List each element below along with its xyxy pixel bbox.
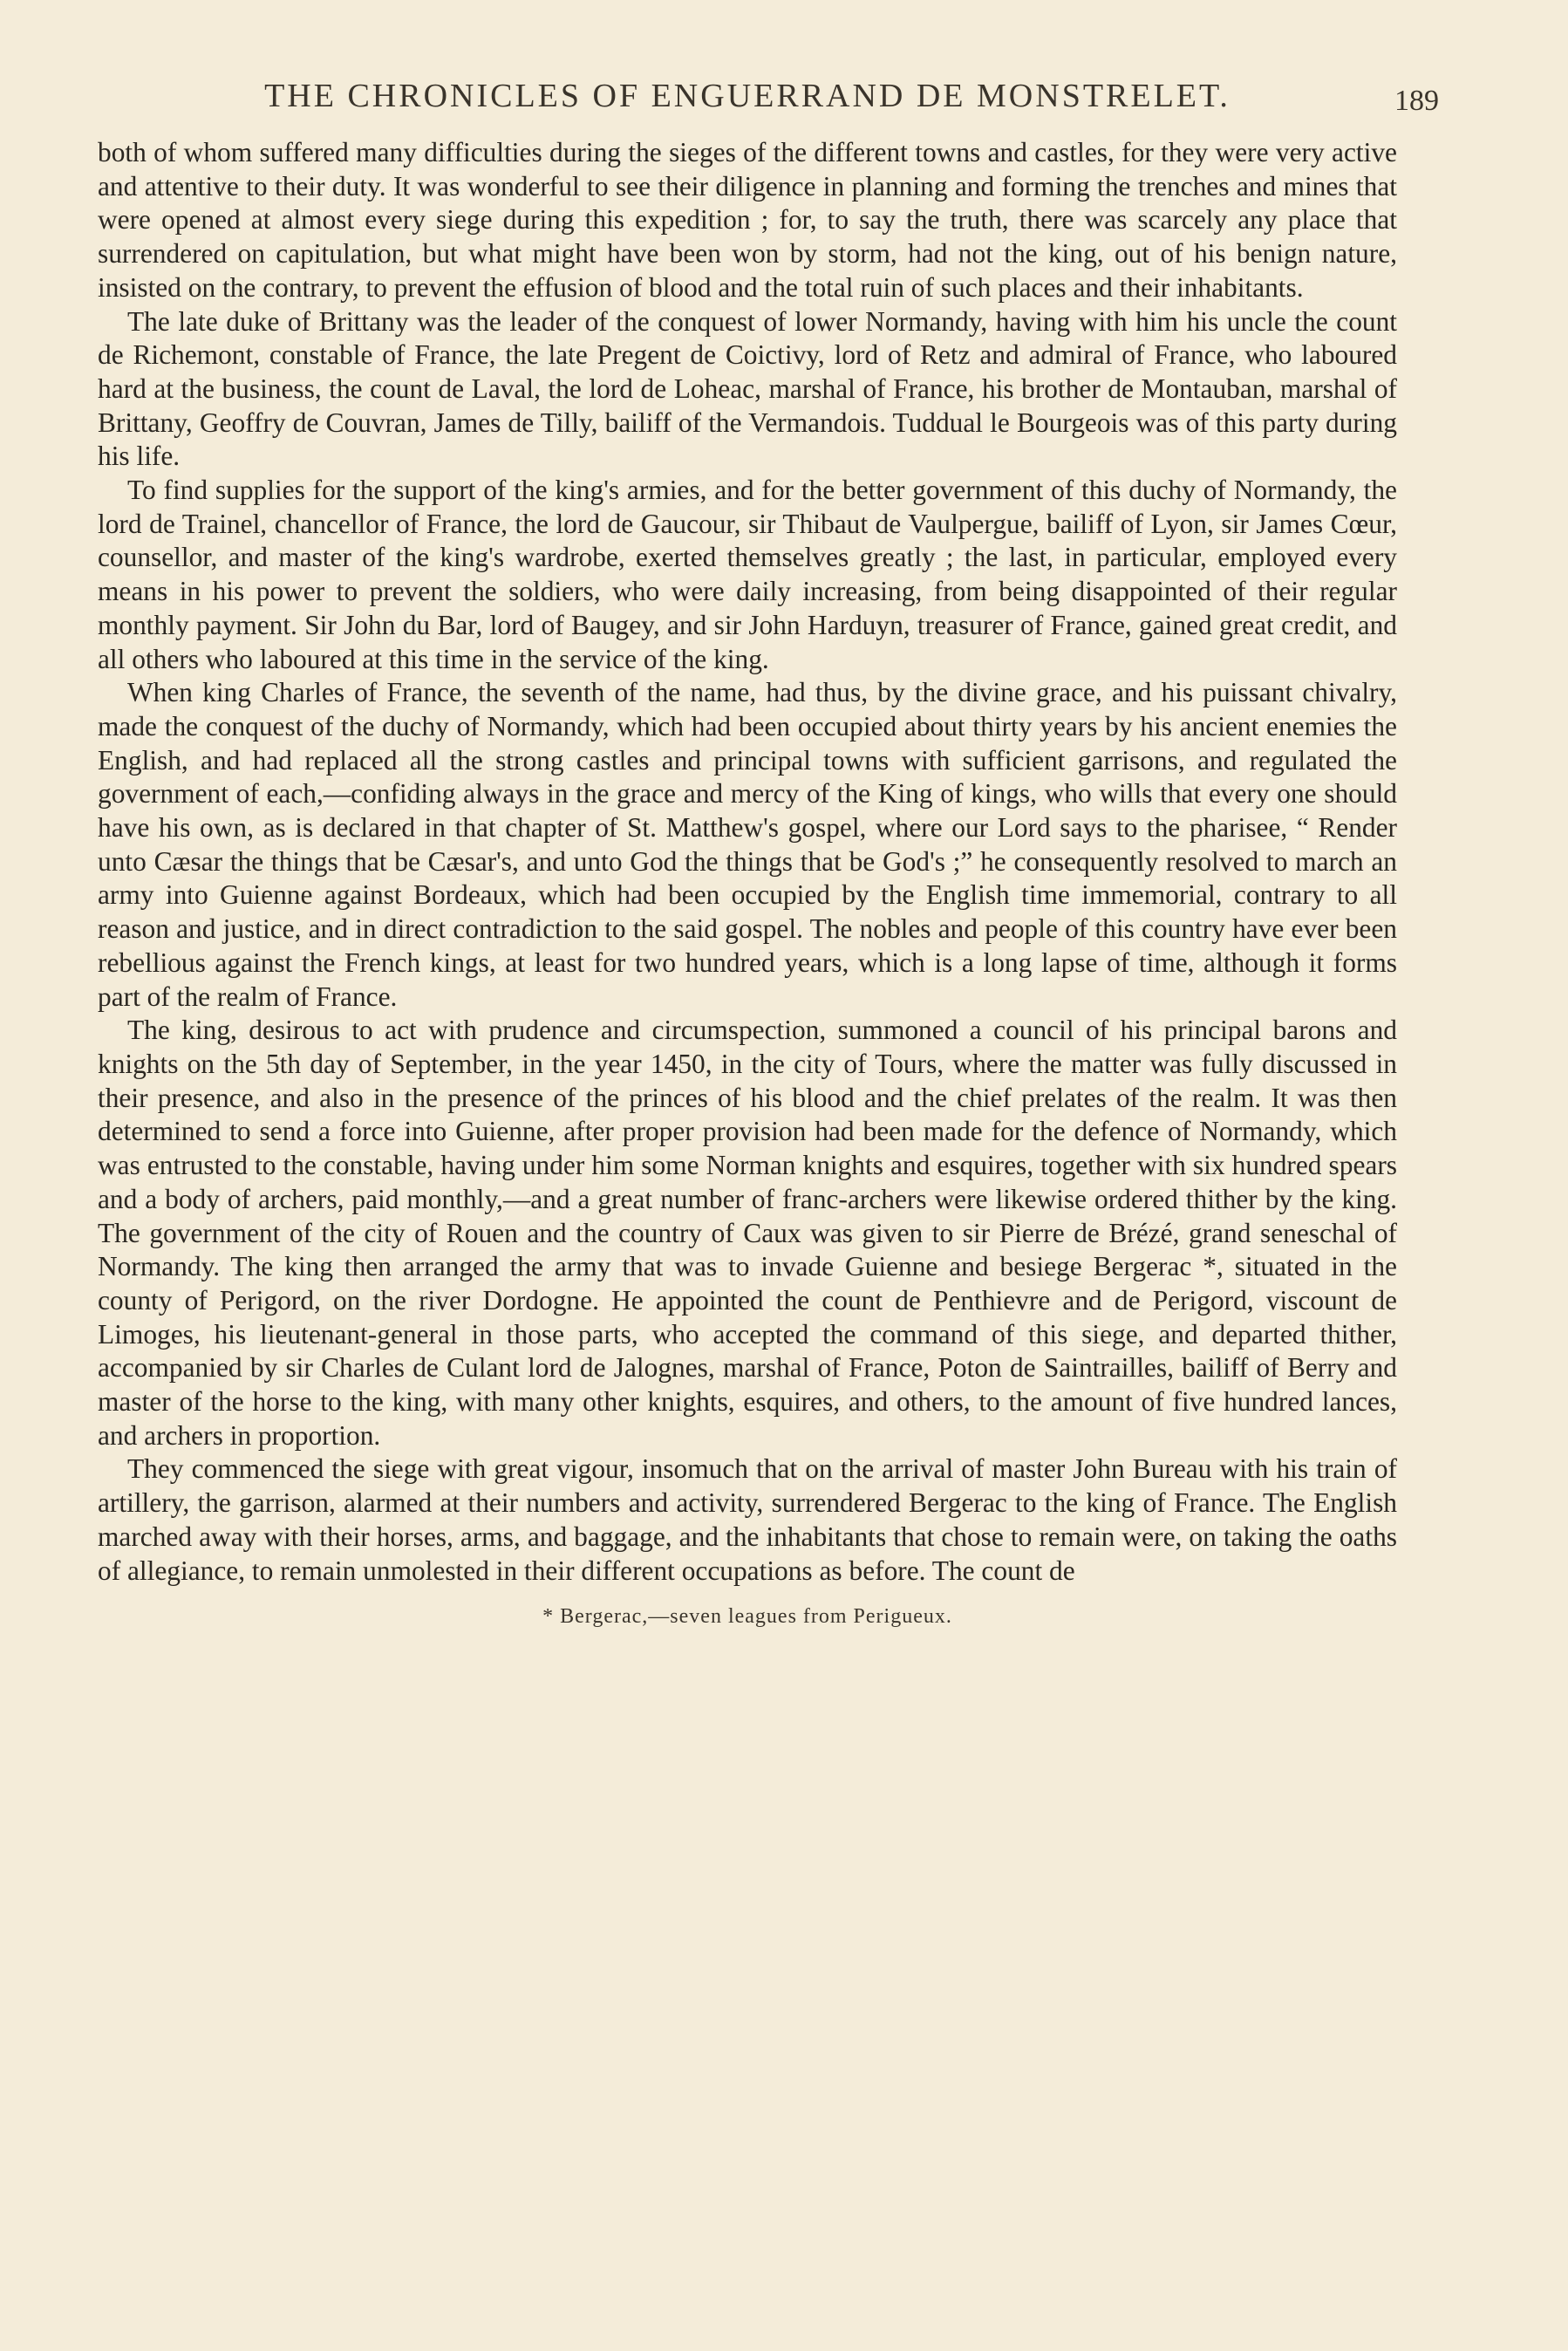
footnote: * Bergerac,—seven leagues from Perigueux. (542, 1605, 952, 1629)
page-body (98, 136, 1397, 1588)
paragraph-6: They commenced the siege with great vigour, insomuch that on the arrival of master John Bureau with his train of artillery, the garrison, alarmed at their numbers and activity, surrendered Bergerac to the king of France. The English marched away with their horses, arms, and baggage, and the inhabitants that chose to remain were, on taking the oaths of allegiance, to remain unmolested in their different occupations as before. The count de (98, 1453, 1397, 1586)
paragraph-4: When king Charles of France, the seventh of the name, had thus, by the divine grace, and his puissant chivalry, made the conquest of the duchy of Normandy, which had been occupied about thirty years by his ancient enemies the English, and had replaced all the strong castles and principal towns with sufficient garrisons, and regulated the government of each,—confiding always in the grace and mercy of the King of kings, who wills that every one should have his own, as is declared in that chapter of St. Matthew's gospel, where our Lord says to the pharisee, “ Render unto Cæsar the things that be Cæsar's, and unto God the things that be God's ;” he consequently resolved to march an army into Guienne against Bordeaux, which had been occupied by the English time immemorial, contrary to all reason and justice, and in direct contradiction to the said gospel. The nobles and people of this country have ever been rebellious against the French kings, at least for two hundred years, which is a long lapse of time, although it forms part of the realm of France. (98, 677, 1397, 1012)
paragraph-2: The late duke of Brittany was the leader of the conquest of lower Normandy, having with him his uncle the count de Richemont, constable of France, the late Pregent de Coictivy, lord of Retz and admiral of France, who laboured hard at the business, the count de Laval, the lord de Loheac, marshal of France, his brother de Montauban, marshal of Brittany, Geoffry de Couvran, James de Tilly, bailiff of the Vermandois. Tuddual le Bourgeois was of this party during his life. (98, 305, 1397, 472)
page-header (98, 68, 1439, 124)
page-number: 189 (1394, 85, 1439, 117)
paragraph-1: both of whom suffered many difficulties during the sieges of the different towns and castles, for they were very active and attentive to their duty. It was wonderful to see their diligence in planning and forming the trenches and mines that were opened at almost every siege during this expedition ; for, to say the truth, there was scarcely any place that surrendered on capitulation, but what might have been won by storm, had not the king, out of his benign nature, insisted on the contrary, to prevent the effusion of blood and the total ruin of such places and their inhabitants. (98, 137, 1397, 303)
running-title: THE CHRONICLES OF ENGUERRAND DE MONSTRELET. (264, 78, 1231, 114)
paragraph-3: To find supplies for the support of the king's armies, and for the better government of this duchy of Normandy, the lord de Trainel, chancellor of France, the lord de Gaucour, sir Thibaut de Vaulpergue, bailiff of Lyon, sir James Cœur, counsellor, and master of the king's wardrobe, exerted themselves greatly ; the last, in particular, employed every means in his power to prevent the soldiers, who were daily increasing, from being disappointed of their regular monthly payment. Sir John du Bar, lord of Baugey, and sir John Harduyn, treasurer of France, gained great credit, and all others who laboured at this time in the service of the king. (98, 475, 1397, 674)
paragraph-5: The king, desirous to act with prudence and circumspection, summoned a council of his principal barons and knights on the 5th day of September, in the year 1450, in the city of Tours, where the matter was fully discussed in their presence, and also in the presence of the princes of his blood and the chief prelates of the realm. It was then determined to send a force into Guienne, after proper provision had been made for the defence of Normandy, which was entrusted to the constable, having under him some Norman knights and esquires, together with six hundred spears and a body of archers, paid monthly,—and a great number of franc-archers were likewise ordered thither by the king. The government of the city of Rouen and the country of Caux was given to sir Pierre de Brézé, grand seneschal of Normandy. The king then arranged the army that was to invade Guienne and besiege Bergerac *, situated in the county of Perigord, on the river Dordogne. He appointed the count de Penthievre and de Perigord, viscount de Limoges, his lieutenant-general in those parts, who accepted the command of this siege, and departed thither, accompanied by sir Charles de Culant lord de Jalognes, marshal of France, Poton de Saintrailles, bailiff of Berry and master of the horse to the king, with many other knights, esquires, and others, to the amount of five hundred lances, and archers in proportion. (98, 1015, 1397, 1451)
